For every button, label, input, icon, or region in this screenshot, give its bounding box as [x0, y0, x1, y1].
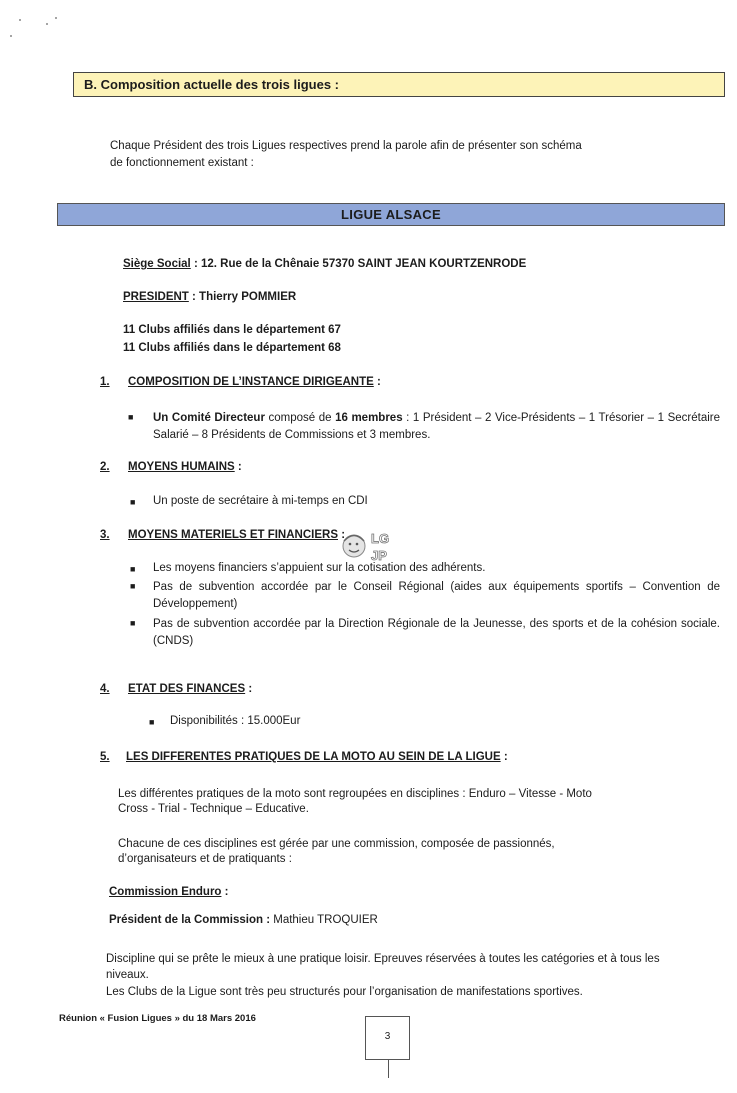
section-title: COMPOSITION DE L’INSTANCE DIRIGEANTE — [128, 376, 374, 388]
membres-count: 16 membres — [335, 412, 403, 424]
siege-label: Siège Social — [123, 258, 191, 270]
president-value: : Thierry POMMIER — [188, 291, 297, 303]
svg-text:JP: JP — [371, 548, 387, 563]
scan-speck — [46, 23, 48, 25]
bullet-icon: ■ — [149, 717, 155, 727]
siege-value: : 12. Rue de la Chênaie 57370 SAINT JEAN KOURTZENRODE — [190, 258, 527, 270]
commission-enduro-label: Commission Enduro — [109, 886, 222, 898]
scan-speck — [10, 35, 12, 37]
s5-p3-line1: Discipline qui se prête le mieux à une pratique loisir. Epreuves réservées à toutes les catégories et à tous les — [106, 953, 660, 965]
intro-line-1: Chaque Président des trois Ligues respectives prend la parole afin de présenter son schéma — [110, 140, 582, 152]
s5-p3-line2: niveaux. — [106, 969, 149, 981]
s1-text-1: composé de — [264, 412, 336, 424]
commission-president-label: Président de la Commission : — [109, 914, 271, 926]
section-number: 3. — [100, 529, 110, 541]
s3-bullet-2: Pas de subvention accordée par le Conseil Régional (aides aux équipements sportifs – Convention de Développement) — [153, 581, 720, 610]
comite-label: Un Comité Directeur — [153, 412, 265, 424]
s3-bullet-3: Pas de subvention accordée par la Direction Régionale de la Jeunesse, des sports et de la cohésion sociale. (CNDS) — [153, 618, 720, 647]
bullet-icon: ■ — [130, 497, 136, 507]
section-suffix: : — [373, 376, 381, 388]
svg-text:LG: LG — [371, 531, 390, 546]
section-suffix: : — [500, 751, 508, 763]
section-1-heading — [100, 376, 381, 388]
clubs-67: 11 Clubs affiliés dans le département 67 — [123, 324, 341, 336]
section-title: MOYENS HUMAINS — [128, 461, 235, 473]
section-suffix: : — [338, 529, 346, 541]
s5-p1-line2: Cross - Trial - Technique – Educative. — [118, 803, 309, 815]
section-2-heading — [100, 461, 242, 473]
section-4-heading — [100, 683, 252, 695]
s5-p3-line3: Les Clubs de la Ligue sont très peu structurés pour l’organisation de manifestations sportives. — [106, 986, 583, 998]
president-line — [123, 291, 296, 303]
page-tick — [388, 1060, 389, 1078]
bullet-icon: ■ — [130, 618, 136, 628]
ligue-alsace-bar: LIGUE ALSACE — [57, 203, 725, 226]
commission-president — [109, 914, 378, 926]
section-number: 2. — [100, 461, 110, 473]
siege-social — [123, 258, 526, 270]
president-label: PRESIDENT — [123, 291, 189, 303]
section-title: LES DIFFERENTES PRATIQUES DE LA MOTO AU SEIN DE LA LIGUE — [126, 751, 501, 763]
s5-p1-line1: Les différentes pratiques de la moto sont regroupées en disciplines : Enduro – Vitesse - Moto — [118, 788, 592, 800]
footer-meeting: Réunion « Fusion Ligues » du 18 Mars 2016 — [59, 1013, 256, 1024]
section-b-heading: B. Composition actuelle des trois ligues : — [73, 72, 725, 97]
s1-text-2: : 1 Président – 2 Vice-Présidents – 1 Trésorier – 1 Secrétaire Salarié – 8 Présidents de Commissions et 3 membres. — [153, 412, 721, 441]
clubs-68: 11 Clubs affiliés dans le département 68 — [123, 342, 341, 354]
s5-p2-line2: d’organisateurs et de pratiquants : — [118, 853, 292, 865]
stamp-graphic — [340, 527, 394, 565]
scan-speck — [55, 17, 57, 19]
section-suffix: : — [245, 683, 253, 695]
page-number-box: 3 — [365, 1016, 410, 1060]
section-title: ETAT DES FINANCES — [128, 683, 246, 695]
lgjp-stamp — [340, 527, 394, 565]
s2-bullet-text: Un poste de secrétaire à mi-temps en CDI — [153, 495, 368, 507]
bullet-icon: ■ — [130, 564, 136, 574]
bullet-icon: ■ — [128, 412, 134, 422]
section-number: 4. — [100, 683, 110, 695]
commission-president-name: Mathieu TROQUIER — [270, 914, 378, 926]
section-5-heading — [100, 751, 508, 763]
s5-p2-line1: Chacune de ces disciplines est gérée par une commission, composée de passionnés, — [118, 838, 555, 850]
section-number: 5. — [100, 751, 110, 763]
s3-bullet-1: Les moyens financiers s’appuient sur la cotisation des adhérents. — [153, 562, 486, 574]
section-3-heading — [100, 529, 345, 541]
bullet-icon: ■ — [130, 581, 136, 591]
intro-line-2: de fonctionnement existant : — [110, 157, 254, 169]
s1-bullet-text — [153, 410, 720, 444]
commission-enduro-heading — [109, 886, 228, 898]
scan-speck — [19, 19, 21, 21]
commission-suffix: : — [221, 886, 229, 898]
section-suffix: : — [234, 461, 242, 473]
section-title: MOYENS MATERIELS ET FINANCIERS — [128, 529, 338, 541]
section-number: 1. — [100, 376, 110, 388]
s4-bullet-text: Disponibilités : 15.000Eur — [170, 715, 301, 727]
